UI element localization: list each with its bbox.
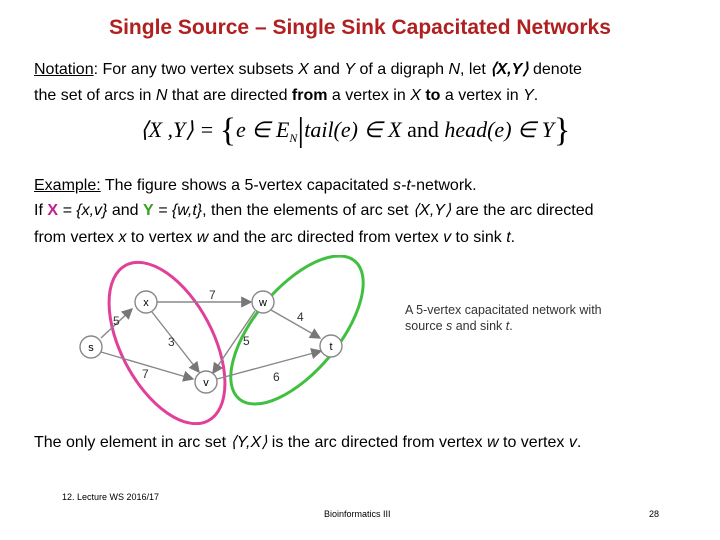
example-text: and (107, 202, 143, 219)
var-w: w (487, 434, 499, 451)
formula-and: and (401, 117, 445, 142)
notation-text: that are directed (167, 87, 292, 104)
notation-line-1 (34, 60, 582, 80)
formula-tail: tail(e) ∈ X (304, 117, 402, 142)
node-v (195, 371, 217, 393)
formula-subscript: N (289, 131, 298, 145)
formula-brace: } (553, 112, 571, 149)
word-from: from (291, 87, 328, 104)
set-y-def: = {w,t} (153, 202, 203, 219)
example-text: to sink (451, 229, 507, 246)
var-s: s (446, 319, 453, 333)
formula-head: head(e) ∈ Y (444, 117, 554, 142)
node-label: t (329, 341, 333, 353)
example-line-2 (34, 201, 594, 221)
example-text: . (510, 229, 516, 246)
var-n: N (448, 61, 461, 78)
notation-text: a vertex in (440, 87, 524, 104)
arc-set-xy: ⟨X,Y⟩ (490, 61, 529, 78)
conclusion-text: is the arc directed from vertex (267, 434, 487, 451)
notation-text: the set of arcs in (34, 87, 156, 104)
figure-caption (405, 302, 602, 334)
page-title: Single Source – Single Sink Capacitated Networks (109, 16, 611, 39)
caption-line-2 (405, 318, 602, 334)
edge-label-w-t: 4 (297, 310, 304, 324)
edge-label-x-w: 7 (209, 288, 216, 302)
caption-line-1: A 5-vertex capacitated network with (405, 303, 602, 317)
caption-text: source (405, 319, 446, 333)
notation-text: of a digraph (355, 61, 449, 78)
var-x: X (298, 61, 309, 78)
set-x-ellipse (85, 255, 249, 425)
conclusion-line (34, 433, 581, 453)
edge-label-w-v: 5 (243, 334, 250, 348)
set-x-label: X (47, 202, 59, 219)
set-y-label: Y (142, 202, 154, 219)
formula-bar: | (297, 112, 305, 149)
formula-brace: { (219, 112, 237, 149)
example-text: -network. (410, 177, 477, 194)
word-to: to (425, 87, 441, 104)
edge-label-s-x: 5 (113, 314, 120, 328)
node-w (252, 291, 274, 313)
edge-label-s-v: 7 (142, 367, 149, 381)
edge-w-t (271, 310, 320, 338)
edge-label-v-t: 6 (273, 370, 280, 384)
notation-text: . (533, 87, 539, 104)
arc-set-xy: ⟨X,Y⟩ (412, 202, 452, 219)
arc-set-yx: ⟨Y,X⟩ (230, 434, 268, 451)
example-text: The figure shows a 5-vertex capacitated (100, 177, 394, 194)
var-x: X (410, 87, 421, 104)
formula-element: e ∈ E (236, 117, 290, 142)
var-w: w (196, 229, 209, 246)
notation-label: Notation (34, 61, 94, 78)
notation-text: denote (528, 61, 582, 78)
var-n: N (155, 87, 168, 104)
node-label: s (88, 342, 94, 354)
var-t: t (506, 229, 511, 246)
caption-text: . (509, 319, 513, 333)
notation-text: , let (460, 61, 491, 78)
var-v: v (568, 434, 577, 451)
node-label: v (203, 377, 209, 389)
edge-x-v (152, 312, 199, 372)
example-text: , then the elements of arc set (202, 202, 413, 219)
page-number: 28 (649, 509, 660, 519)
edge-label-x-v: 3 (168, 335, 175, 349)
conclusion-text: The only element in arc set (34, 434, 231, 451)
notation-text: and (308, 61, 345, 78)
set-y-ellipse (207, 255, 387, 425)
node-label: w (259, 297, 267, 309)
example-text: are the arc directed (451, 202, 594, 219)
notation-text: a vertex in (327, 87, 411, 104)
set-x-def: = {x,v} (58, 202, 108, 219)
node-x (135, 291, 157, 313)
caption-text: and sink (452, 319, 506, 333)
example-line-3 (34, 228, 515, 248)
example-line-1 (34, 176, 477, 196)
example-text: and the arc directed from vertex (208, 229, 444, 246)
st-network: s-t (393, 177, 411, 194)
example-label: Example: (34, 177, 101, 194)
var-x: x (118, 229, 127, 246)
footer-lecture: 12. Lecture WS 2016/17 (62, 492, 160, 502)
network-diagram (60, 255, 400, 425)
example-text: If (34, 202, 48, 219)
node-s (80, 336, 102, 358)
var-y: Y (344, 61, 356, 78)
node-t (320, 335, 342, 357)
node-label: x (143, 297, 149, 309)
conclusion-text: . (576, 434, 582, 451)
var-y: Y (523, 87, 534, 104)
notation-text: : For any two vertex subsets (93, 61, 299, 78)
var-v: v (443, 229, 452, 246)
notation-line-2 (34, 86, 538, 106)
conclusion-text: to vertex (498, 434, 569, 451)
example-text: to vertex (126, 229, 197, 246)
var-t: t (505, 319, 510, 333)
footer-course: Bioinformatics III (324, 509, 391, 519)
formula-lhs: ⟨X ,Y⟩ = (140, 117, 220, 142)
example-text: from vertex (34, 229, 119, 246)
arc-set-formula (140, 112, 570, 150)
